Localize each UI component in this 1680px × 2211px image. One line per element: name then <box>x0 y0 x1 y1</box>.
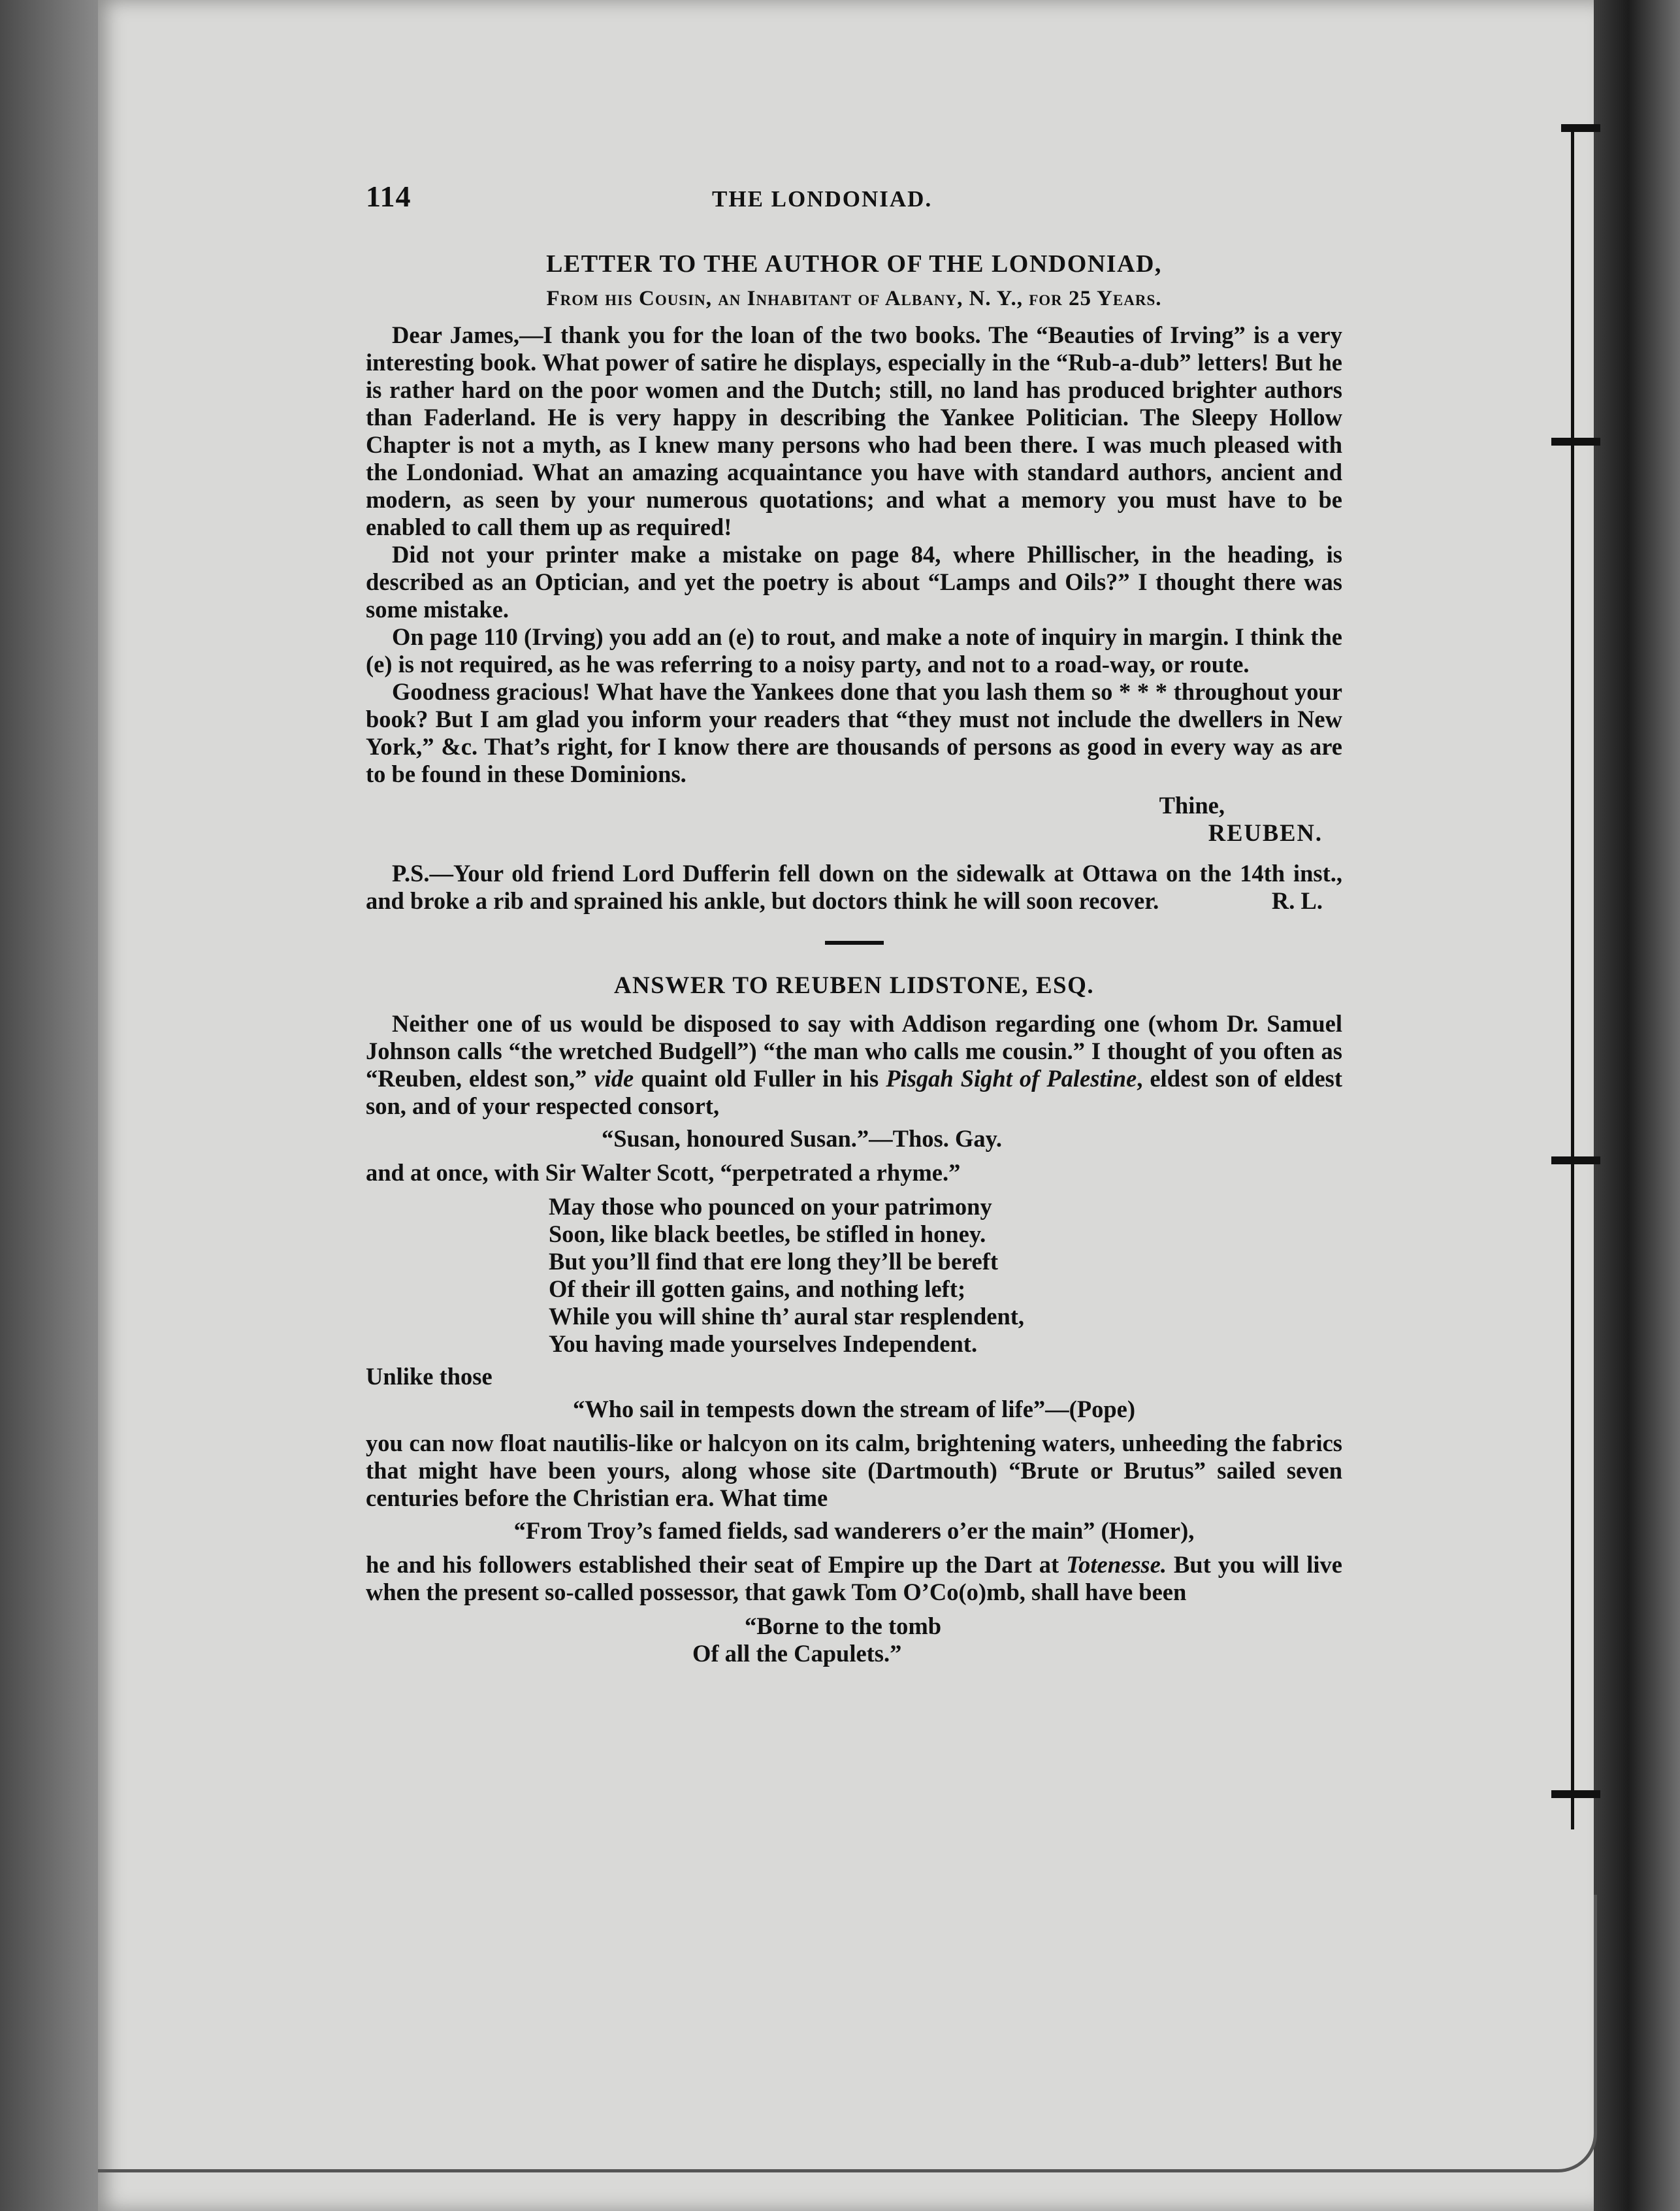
answer-text: he and his followers established their seat of Empire up the Dart at <box>366 1551 1067 1578</box>
letter-signature: REUBEN. <box>1208 819 1323 846</box>
final-quote-line: “Borne to the tomb <box>745 1613 942 1639</box>
verse-line: Soon, like black beetles, be stifled in honey. <box>549 1220 986 1247</box>
answer-paragraph <box>366 1010 1342 1120</box>
edge-mark <box>1561 124 1600 132</box>
postscript: P.S.—Your old friend Lord Dufferin fell down on the sidewalk at Ottawa on the 14th inst., and broke a rib and sprained his ankle, but doctors think he will soon recover. <box>366 860 1342 914</box>
verse-line: May those who pounced on your patrimony <box>549 1193 992 1220</box>
final-quote <box>692 1613 1342 1667</box>
edge-mark <box>1551 1790 1600 1798</box>
answer-text: quaint old Fuller in his <box>634 1065 886 1092</box>
answer-italic: Totenesse. <box>1066 1551 1167 1578</box>
verse-line: But you’ll find that ere long they’ll be bereft <box>549 1248 999 1275</box>
answer-italic: vide <box>594 1065 634 1092</box>
letter-paragraph: On page 110 (Irving) you add an (e) to rout, and make a note of inquiry in margin. I think the (e) is not required, as he was referring to a noisy party, and not to a road-way, or route. <box>366 623 1342 678</box>
answer-text: Neither one of us would be disposed to say with Addison regarding one (whom Dr. Samuel Johnson calls “the wretched Budgell”) “the man who calls me cousin.” I thought of you often as “Reuben, eldest son,” <box>366 1010 1342 1092</box>
section-divider <box>825 941 884 945</box>
letter-paragraph: Goodness gracious! What have the Yankees done that you lash them so * * * throughout your book? But I am glad you inform your readers that “they must not include the dwellers in New York,” &c. That’s right, for I know there are thousands of persons as good in every way as are to be found in these Dominions. <box>366 678 1342 787</box>
postscript-initials: R. L. <box>1271 887 1323 914</box>
quote-pope: “Who sail in tempests down the stream of life”—(Pope) <box>572 1396 1136 1422</box>
letter-subtitle: From his Cousin, an Inhabitant of Albany, N. Y., for 25 Years. <box>546 287 1162 310</box>
quote-susan: “Susan, honoured Susan.”—Thos. Gay. <box>602 1125 1002 1152</box>
book-edge <box>1594 0 1680 2211</box>
answer-paragraph: and at once, with Sir Walter Scott, “perpetrated a rhyme.” <box>366 1159 961 1186</box>
page-number: 114 <box>366 180 412 213</box>
answer-paragraph <box>366 1551 1342 1606</box>
page-gutter-shadow <box>0 0 98 2211</box>
edge-line <box>1571 131 1574 1829</box>
answer-text: , eldest son of eldest son, and of your respected consort, <box>366 1065 1342 1119</box>
final-quote-line: Of all the Capulets.” <box>692 1640 902 1667</box>
answer-italic: Pisgah Sight of Palestine <box>886 1065 1137 1092</box>
verse-line: While you will shine th’ aural star resplendent, <box>549 1303 1025 1330</box>
answer-paragraph: Unlike those <box>366 1363 493 1390</box>
letter-title: LETTER TO THE AUTHOR OF THE LONDONIAD, <box>546 250 1162 278</box>
verse-block <box>549 1193 1342 1358</box>
answer-title: ANSWER TO REUBEN LIDSTONE, ESQ. <box>613 972 1095 999</box>
running-title: THE LONDONIAD. <box>712 186 933 212</box>
letter-paragraph: Dear James,—I thank you for the loan of the two books. The “Beauties of Irving” is a very interesting book. What power of satire he displays, especially in the “Rub-a-dub” letters! But he is rather hard on the poor women and the Dutch; still, no land has produced brighter authors than Faderland. He is very happy in describing the Yankee Politician. The Sleepy Hollow Chapter is not a myth, as I knew many persons who had been there. I was much pleased with the Londoniad. What an amazing acquaintance you have with standard authors, ancient and modern, as seen by your numerous quotations; and what a memory you must have to be enabled to call them up as required! <box>366 321 1342 540</box>
verse-line: You having made yourselves Independent. <box>549 1330 978 1357</box>
letter-closing: Thine, <box>1159 792 1225 819</box>
answer-text: But you will live when the present so-called possessor, that gawk Tom O’Co(o)mb, shall have been <box>366 1551 1342 1605</box>
page-curl-bottom <box>98 1895 1597 2172</box>
edge-mark <box>1551 1156 1600 1164</box>
verse-line: Of their ill gotten gains, and nothing left; <box>549 1275 966 1302</box>
edge-mark <box>1551 438 1600 446</box>
running-head <box>366 180 1342 230</box>
letter-paragraph: Did not your printer make a mistake on page 84, where Phillischer, in the heading, is described as an Optician, and yet the poetry is about “Lamps and Oils?” I thought there was some mistake. <box>366 541 1342 623</box>
page-content <box>366 180 1342 1667</box>
quote-homer: “From Troy’s famed fields, sad wanderers o’er the main” (Homer), <box>513 1517 1195 1544</box>
answer-paragraph: you can now float nautilis-like or halcyon on its calm, brightening waters, unheeding the fabrics that might have been yours, along whose site (Dartmouth) “Brute or Brutus” sailed seven centuries before the Christian era. What time <box>366 1430 1342 1511</box>
